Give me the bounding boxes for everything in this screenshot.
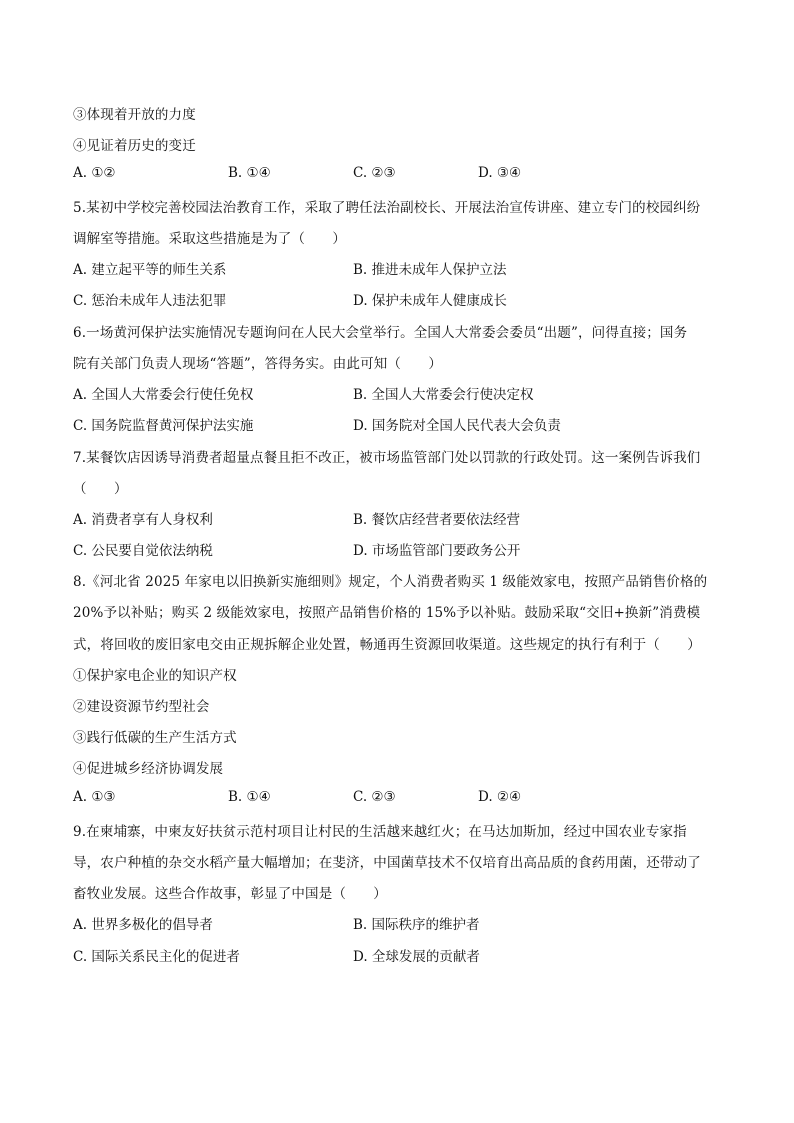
q5-option-d: D. 保护未成年人健康成长 [353, 293, 507, 309]
q5-option-b: B. 推进未成年人保护立法 [353, 262, 507, 278]
q6-option-c: C. 国务院监督黄河保护法实施 [73, 418, 254, 434]
q5-option-c: C. 惩治未成年人违法犯罪 [73, 293, 227, 309]
q8-option-b: B. ①④ [228, 789, 271, 805]
q9-stem-line-3: 畜牧业发展。这些合作故事，彰显了中国是（ ） [73, 886, 387, 902]
q4-item-4: ④见证着历史的变迁 [73, 138, 196, 154]
q7-option-d: D. 市场监管部门要政务公开 [353, 543, 521, 559]
q6-option-b: B. 全国人大常委会行使决定权 [353, 387, 534, 403]
q4-option-a: A. ①② [73, 165, 116, 181]
q8-option-a: A. ①③ [73, 789, 116, 805]
q8-item-2: ②建设资源节约型社会 [73, 699, 210, 715]
q9-option-d: D. 全球发展的贡献者 [353, 949, 480, 965]
q4-option-d: D. ③④ [478, 165, 522, 181]
q4-option-b: B. ①④ [228, 165, 271, 181]
q8-option-c: C. ②③ [353, 789, 396, 805]
q8-stem-line-3: 式，将回收的废旧家电交由正规拆解企业处置，畅通再生资源回收渠道。这些规定的执行有利于（ ） [73, 637, 701, 653]
q6-stem-line-1: 6.一场黄河保护法实施情况专题询问在人民大会堂举行。全国人大常委会委员“出题”，问得直接；国务 [73, 325, 688, 341]
q8-option-d: D. ②④ [478, 789, 522, 805]
q8-item-4: ④促进城乡经济协调发展 [73, 761, 224, 777]
q6-stem-line-2: 院有关部门负责人现场“答题”，答得务实。由此可知（ ） [73, 356, 443, 372]
q7-option-c: C. 公民要自觉依法纳税 [73, 543, 213, 559]
q7-stem-line-2: （ ） [73, 481, 128, 497]
q7-option-a: A. 消费者享有人身权利 [73, 512, 213, 528]
q8-item-1: ①保护家电企业的知识产权 [73, 668, 237, 684]
q7-option-b: B. 餐饮店经营者要依法经营 [353, 512, 521, 528]
q5-stem-line-1: 5.某初中学校完善校园法治教育工作，采取了聘任法治副校长、开展法治宣传讲座、建立专门的校园纠纷 [73, 200, 701, 216]
q6-option-a: A. 全国人大常委会行使任免权 [73, 387, 254, 403]
q8-item-3: ③践行低碳的生产生活方式 [73, 730, 237, 746]
q5-stem-line-2: 调解室等措施。采取这些措施是为了（ ） [73, 231, 346, 247]
q9-option-c: C. 国际关系民主化的促进者 [73, 949, 240, 965]
q8-stem-line-2: 20%予以补贴；购买 2 级能效家电，按照产品销售价格的 15%予以补贴。鼓励采取“交旧+换新”消费模 [73, 605, 701, 621]
q4-option-c: C. ②③ [353, 165, 396, 181]
q7-stem-line-1: 7.某餐饮店因诱导消费者超量点餐且拒不改正，被市场监管部门处以罚款的行政处罚。这一案例告诉我们 [73, 450, 701, 466]
q8-stem-line-1: 8.《河北省 2025 年家电以旧换新实施细则》规定，个人消费者购买 1 级能效家电，按照产品销售价格的 [73, 574, 708, 590]
q9-option-a: A. 世界多极化的倡导者 [73, 917, 213, 933]
q5-option-a: A. 建立起平等的师生关系 [73, 262, 227, 278]
q4-item-3: ③体现着开放的力度 [73, 107, 196, 123]
q9-option-b: B. 国际秩序的维护者 [353, 917, 480, 933]
q9-stem-line-2: 导，农户种植的杂交水稻产量大幅增加；在斐济，中国菌草技术不仅培育出高品质的食药用菌，还带动了 [73, 855, 701, 871]
q6-option-d: D. 国务院对全国人民代表大会负责 [353, 418, 561, 434]
q9-stem-line-1: 9.在柬埔寨，中柬友好扶贫示范村项目让村民的生活越来越红火；在马达加斯加，经过中国农业专家指 [73, 824, 687, 840]
